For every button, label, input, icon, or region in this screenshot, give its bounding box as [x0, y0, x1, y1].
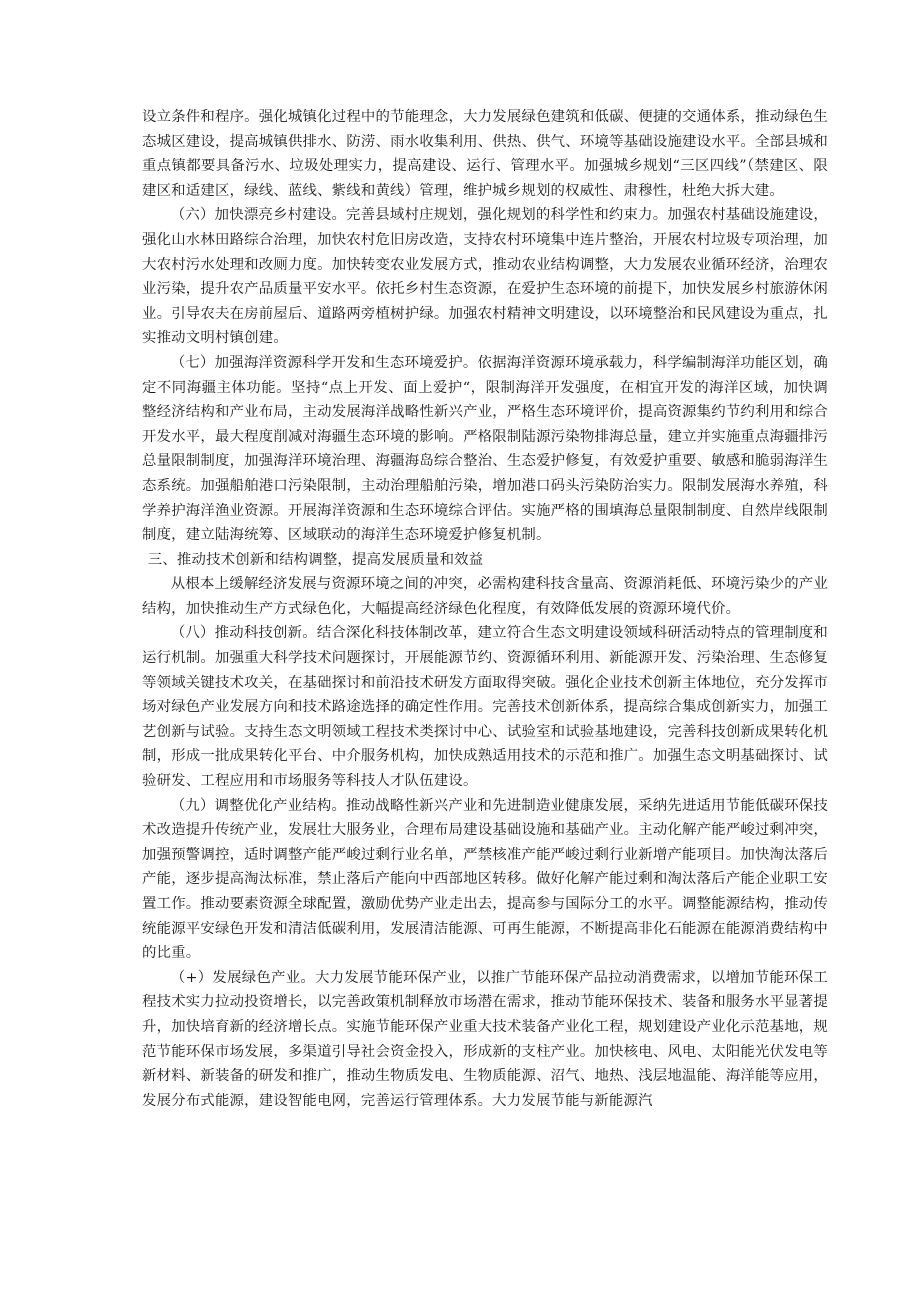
- document-body: [142, 105, 828, 1113]
- paragraph-tech-innovation: （八）推动科技创新。结合深化科技体制改革，建立符合生态文明建设领域科研活动特点的管理制度和运行机制。加强重大科学技术问题探讨，开展能源节约、资源循环利用、新能源开发、污染治理、生态修复等领域关键技术攻关，在基础探讨和前沿技术研发方面取得突破。强化企业技术创新主体地位，充分发挥市场对绿色产业发展方向和技术路途选择的确定性作用。完善技术创新体系，提高综合集成创新实力，加强工艺创新与试验。支持生态文明领域工程技术类探讨中心、试验室和试验基地建设，完善科技创新成果转化机制，形成一批成果转化平台、中介服务机构，加快成熟适用技术的示范和推广。加强生态文明基础探讨、试验研发、工程应用和市场服务等科技人才队伍建设。: [142, 625, 828, 790]
- paragraph-industrial-structure: （九）调整优化产业结构。推动战略性新兴产业和先进制造业健康发展，采纳先进适用节能低碳环保技术改造提升传统产业，发展壮大服务业，合理布局建设基础设施和基础产业。主动化解产能严峻过剩冲突，加强预警调控，适时调整产能严峻过剩行业名单，严禁核准产能严峻过剩行业新增产能项目。加快淘汰落后产能，逐步提高淘汰标准，禁止落后产能向中西部地区转移。做好化解产能过剩和淘汰落后产能企业职工安置工作。推动要素资源全球配置，激励优势产业走出去，提高参与国际分工的水平。调整能源结构，推动传统能源平安绿色开发和清洁低碳利用，发展清洁能源、可再生能源，不断提高非化石能源在能源消费结构中的比重。: [142, 797, 828, 962]
- paragraph-urban-planning: 设立条件和程序。强化城镇化过程中的节能理念，大力发展绿色建筑和低碳、便捷的交通体系，推动绿色生态城区建设，提高城镇供排水、防涝、雨水收集利用、供热、供气、环境等基础设施建设水平。全部县城和重点镇都要具备污水、垃圾处理实力，提高建设、运行、管理水平。加强城乡规划“三区四线”（禁建区、限建区和适建区，绿线、蓝线、紫线和黄线）管理，维护城乡规划的权威性、肃穆性，杜绝大拆大建。: [142, 109, 828, 199]
- paragraph-marine-protection: （七）加强海洋资源科学开发和生态环境爱护。依据海洋资源环境承载力，科学编制海洋功能区划，确定不同海疆主体功能。坚持“点上开发、面上爱护“，限制海洋开发强度，在相宜开发的海洋区域，加快调整经济结构和产业布局，主动发展海洋战略性新兴产业，严格生态环境评价，提高资源集约节约利用和综合开发水平，最大程度削减对海疆生态环境的影响。严格限制陆源污染物排海总量，建立并实施重点海疆排污总量限制制度，加强海洋环境治理、海疆海岛综合整治、生态爱护修复，有效爱护重要、敏感和脆弱海洋生态系统。加强船舶港口污染限制，主动治理船舶污染，增加港口码头污染防治实力。限制发展海水养殖，科学养护海洋渔业资源。开展海洋资源和生态环境综合评估。实施严格的围填海总量限制制度、自然岸线限制制度，建立陆海统筹、区域联动的海洋生态环境爱护修复机制。: [142, 354, 828, 544]
- paragraph-rural-construction: （六）加快漂亮乡村建设。完善县域村庄规划，强化规划的科学性和约束力。加强农村基础设施建设，强化山水林田路综合治理，加快农村危旧房改造，支持农村环境集中连片整治，开展农村垃圾专项治理，加大农村污水处理和改厕力度。加快转变农业发展方式，推动农业结构调整，大力发展农业循环经济，治理农业污染，提升农产品质量平安水平。依托乡村生态资源，在爱护生态环境的前提下，加快发展乡村旅游休闲业。引导农夫在房前屋后、道路两旁植树护绿。加强农村精神文明建设，以环境整治和民风建设为重点，扎实推动文明村镇创建。: [142, 207, 828, 347]
- paragraph-green-industry: （+）发展绿色产业。大力发展节能环保产业，以推广节能环保产品拉动消费需求，以增加节能环保工程技术实力拉动投资增长，以完善政策机制释放市场潜在需求，推动节能环保技术、装备和服务水平显著提升，加快培育新的经济增长点。实施节能环保产业重大技术装备产业化工程，规划建设产业化示范基地，规范节能环保市场发展，多渠道引导社会资金投入，形成新的支柱产业。加快核电、风电、太阳能光伏发电等新材料、新装备的研发和推广，推动生物质发电、生物质能源、沼气、地热、浅层地温能、海洋能等应用，发展分布式能源，建设智能电网，完善运行管理体系。大力发展节能与新能源汽: [142, 969, 828, 1109]
- paragraph-section-intro: 从根本上缓解经济发展与资源环境之间的冲突，必需构建科技含量高、资源消耗低、环境污染少的产业结构，加快推动生产方式绿色化，大幅提高经济绿色化程度，有效降低发展的资源环境代价。: [142, 576, 828, 617]
- section-heading-three: 三、推动技术创新和结构调整，提高发展质量和效益: [147, 551, 484, 568]
